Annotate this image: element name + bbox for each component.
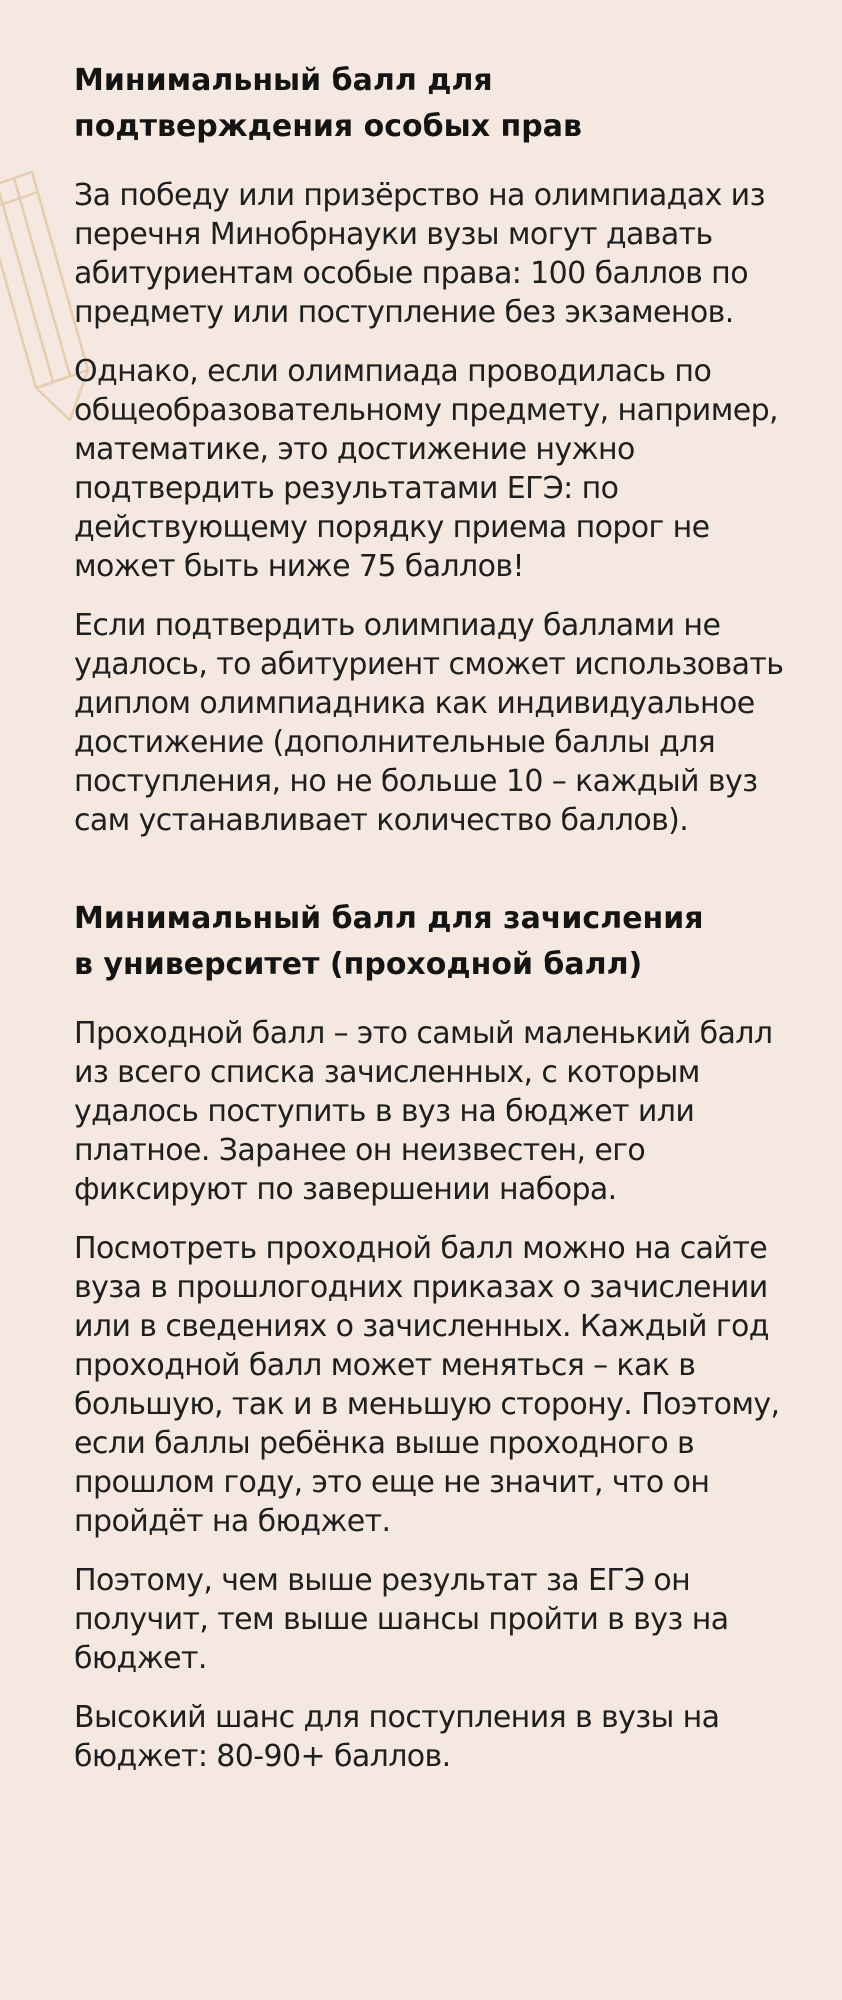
paragraph: Посмотреть проходной балл можно на сайте вуза в прошлогодних приказах о зачислении или в сведениях о зачисленных. Каждый год проходной балл может меняться – как в большую, так и в меньшую сторону. Поэтому, если баллы ребёнка выше проходного в прошлом году, это еще не значит, что он пройдёт на бюджет. — [74, 1231, 780, 1539]
paragraph: Высокий шанс для поступления в вузы на бюджет: 80-90+ баллов. — [74, 1700, 720, 1774]
paragraph: Если подтвердить олимпиаду баллами не удалось, то абитуриент сможет использовать диплом олимпиадника как индивидуальное достижение (дополнительные баллы для поступления, но не больше 10 – каждый вуз сам устанавливает количество баллов). — [74, 608, 784, 838]
title-line-2: подтверждения особых прав — [74, 109, 582, 144]
section-title-passing-score — [74, 896, 804, 988]
section-special-rights — [74, 58, 804, 860]
paragraph: За победу или призёрство на олимпиадах из перечня Минобрнауки вузы могут давать абитуриентам особые права: 100 баллов по предмету или поступление без экзаменов. — [74, 178, 765, 330]
section-title-special-rights — [74, 58, 804, 150]
paragraph: Однако, если олимпиада проводилась по общеобразовательному предмету, например, математике, это достижение нужно подтвердить результатами ЕГЭ: по действующему порядку приема порог не может быть ниже 75 баллов! — [74, 354, 778, 584]
title-line-1: Минимальный балл для — [74, 63, 493, 98]
section-passing-score — [74, 896, 804, 1796]
paragraph: Проходной балл – это самый маленький балл из всего списка зачисленных, с которым удалось поступить в вуз на бюджет или платное. Заранее он неизвестен, его фиксируют по завершении набора. — [74, 1016, 773, 1207]
title-line-1: Минимальный балл для зачисления — [74, 901, 704, 936]
title-line-2: в университет (проходной балл) — [74, 947, 643, 982]
paragraph: Поэтому, чем выше результат за ЕГЭ он получит, тем выше шансы пройти в вуз на бюджет. — [74, 1563, 729, 1676]
